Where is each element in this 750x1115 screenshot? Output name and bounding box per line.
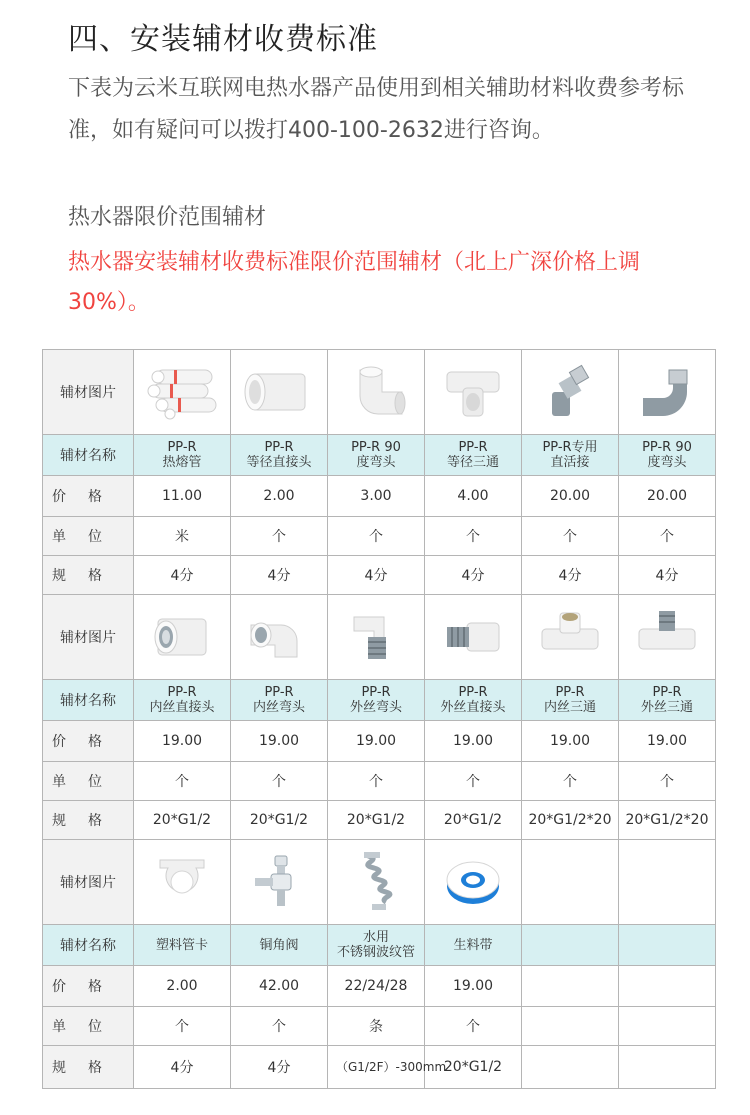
elbow-90-icon	[338, 362, 414, 422]
corrugated-hose-icon	[338, 852, 414, 912]
item-name: PP-R 等径直接头	[231, 435, 328, 476]
spec-row	[43, 1046, 716, 1089]
item-unit: 个	[522, 762, 619, 801]
ppr-pipe-icon	[144, 362, 220, 422]
item-name: 水用 不锈钢波纹管	[328, 925, 425, 966]
item-price: 42.00	[231, 966, 328, 1007]
item-spec: 4分	[328, 556, 425, 595]
item-unit: 个	[619, 517, 716, 556]
item-unit: 个	[328, 762, 425, 801]
row-label-name: 辅材名称	[43, 435, 134, 476]
image-row	[43, 595, 716, 680]
unit-row	[43, 762, 716, 801]
item-unit: 个	[231, 1007, 328, 1046]
item-unit: 个	[231, 517, 328, 556]
item-name: 生料带	[425, 925, 522, 966]
materials-table	[42, 349, 716, 1089]
item-name: PP-R 外丝弯头	[328, 680, 425, 721]
pipe-clip-icon	[144, 852, 220, 912]
item-price: 2.00	[231, 476, 328, 517]
item-spec: 4分	[425, 556, 522, 595]
name-row	[43, 925, 716, 966]
item-price: 20.00	[619, 476, 716, 517]
row-label-unit: 单位	[43, 762, 134, 801]
intro-text: 下表为云米互联网电热水器产品使用到相关辅助材料收费参考标准，如有疑问可以拨打400-100-2632进行咨询。	[68, 76, 685, 143]
item-spec: 4分	[231, 556, 328, 595]
image-row	[43, 840, 716, 925]
item-unit: 个	[425, 517, 522, 556]
item-price: 20.00	[522, 476, 619, 517]
item-spec: 20*G1/2	[231, 801, 328, 840]
female-tee-icon	[532, 607, 608, 667]
item-unit: 个	[134, 762, 231, 801]
item-name: 铜角阀	[231, 925, 328, 966]
intro-red-note: 热水器安装辅材收费标准限价范围辅材（北上广深价格上调30%）。	[68, 250, 641, 315]
female-elbow-icon	[241, 607, 317, 667]
row-label-image: 辅材图片	[43, 595, 134, 680]
row-label-name: 辅材名称	[43, 680, 134, 721]
item-unit: 个	[425, 762, 522, 801]
item-spec: 4分	[522, 556, 619, 595]
section-heading: 四、安装辅材收费标准	[68, 22, 378, 57]
item-name: 塑料管卡	[134, 925, 231, 966]
spec-row	[43, 801, 716, 840]
item-spec: 20*G1/2	[425, 801, 522, 840]
price-row	[43, 476, 716, 517]
union-straight-icon	[532, 362, 608, 422]
row-label-image: 辅材图片	[43, 350, 134, 435]
price-row	[43, 966, 716, 1007]
item-price: 4.00	[425, 476, 522, 517]
item-price: 22/24/28	[328, 966, 425, 1007]
row-label-unit: 单位	[43, 517, 134, 556]
item-name: PP-R 外丝三通	[619, 680, 716, 721]
item-spec: 4分	[134, 556, 231, 595]
row-label-price: 价格	[43, 476, 134, 517]
name-row	[43, 680, 716, 721]
item-price: 19.00	[522, 721, 619, 762]
tee-icon	[435, 362, 511, 422]
intro-subtitle: 热水器限价范围辅材	[68, 205, 267, 230]
item-spec: 20*G1/2	[134, 801, 231, 840]
ptfe-tape-icon	[435, 852, 511, 912]
item-unit: 个	[619, 762, 716, 801]
item-spec: 20*G1/2*20	[619, 801, 716, 840]
item-spec: 4分	[619, 556, 716, 595]
item-name: PP-R 内丝弯头	[231, 680, 328, 721]
item-name: PP-R 90 度弯头	[619, 435, 716, 476]
item-price: 19.00	[134, 721, 231, 762]
item-spec: （G1/2F）-300mm	[328, 1046, 425, 1089]
item-name: PP-R 90 度弯头	[328, 435, 425, 476]
item-spec: 20*G1/2	[328, 801, 425, 840]
item-name: PP-R 外丝直接头	[425, 680, 522, 721]
row-label-unit: 单位	[43, 1007, 134, 1046]
row-label-spec: 规格	[43, 801, 134, 840]
price-row	[43, 721, 716, 762]
item-price: 19.00	[425, 966, 522, 1007]
item-price: 19.00	[619, 721, 716, 762]
unit-row	[43, 1007, 716, 1046]
row-label-name: 辅材名称	[43, 925, 134, 966]
item-name: PP-R 内丝直接头	[134, 680, 231, 721]
name-row	[43, 435, 716, 476]
angle-valve-icon	[241, 852, 317, 912]
item-unit: 个	[522, 517, 619, 556]
spec-row	[43, 556, 716, 595]
item-price: 11.00	[134, 476, 231, 517]
unit-row	[43, 517, 716, 556]
female-coupling-icon	[144, 607, 220, 667]
male-coupling-icon	[435, 607, 511, 667]
male-elbow-icon	[338, 607, 414, 667]
row-label-price: 价格	[43, 966, 134, 1007]
item-unit: 米	[134, 517, 231, 556]
item-price: 19.00	[231, 721, 328, 762]
item-name: PP-R 热熔管	[134, 435, 231, 476]
item-unit: 个	[425, 1007, 522, 1046]
item-price: 2.00	[134, 966, 231, 1007]
item-spec: 20*G1/2	[425, 1046, 522, 1089]
item-spec: 4分	[134, 1046, 231, 1089]
item-unit: 个	[134, 1007, 231, 1046]
row-label-image: 辅材图片	[43, 840, 134, 925]
image-row	[43, 350, 716, 435]
item-spec: 20*G1/2*20	[522, 801, 619, 840]
straight-coupling-icon	[241, 362, 317, 422]
item-price: 3.00	[328, 476, 425, 517]
row-label-spec: 规格	[43, 556, 134, 595]
item-name: PP-R专用 直活接	[522, 435, 619, 476]
item-unit: 个	[328, 517, 425, 556]
row-label-price: 价格	[43, 721, 134, 762]
item-name: PP-R 内丝三通	[522, 680, 619, 721]
item-unit: 个	[231, 762, 328, 801]
item-unit: 条	[328, 1007, 425, 1046]
item-name: PP-R 等径三通	[425, 435, 522, 476]
item-price: 19.00	[425, 721, 522, 762]
item-spec: 4分	[231, 1046, 328, 1089]
union-elbow-icon	[629, 362, 705, 422]
item-price: 19.00	[328, 721, 425, 762]
male-tee-icon	[629, 607, 705, 667]
row-label-spec: 规格	[43, 1046, 134, 1089]
